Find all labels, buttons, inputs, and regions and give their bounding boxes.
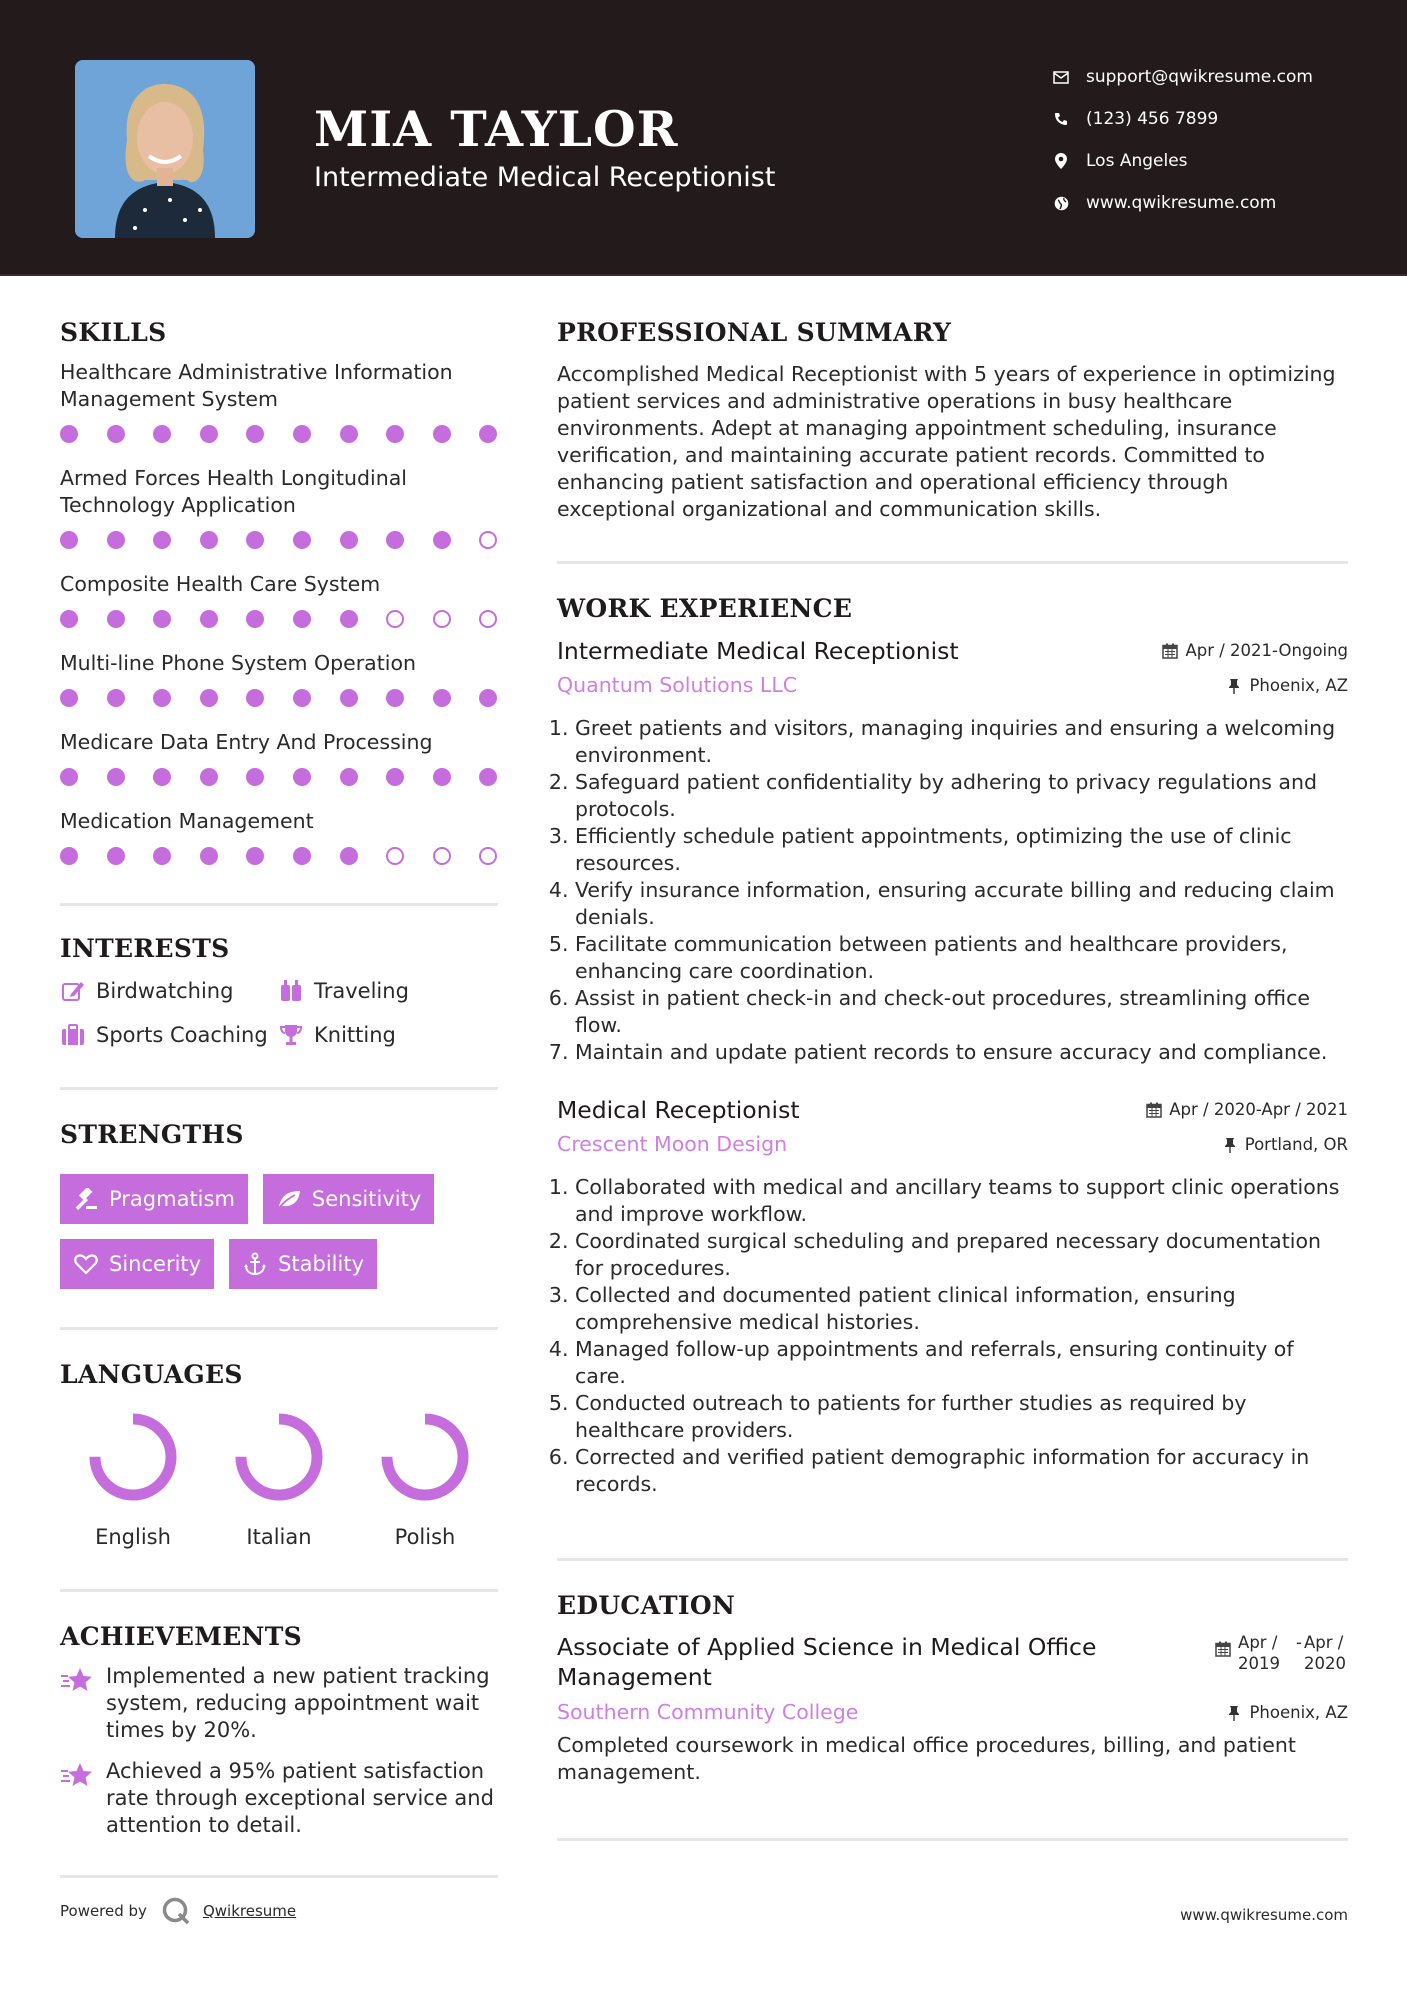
duty-item: 6. Assist in patient check-in and check-out procedures, streamlining office flow. [575, 985, 1348, 1039]
skill-name: Composite Health Care System [60, 572, 381, 596]
rating-dot-filled [153, 689, 171, 707]
rating-dot-filled [246, 531, 264, 549]
skill-item [60, 650, 498, 707]
job-location [1225, 676, 1348, 695]
qwikresume-logo-icon [161, 1896, 191, 1926]
rating-dot-filled [200, 768, 218, 786]
strength-tag [229, 1239, 377, 1289]
rating-dot-filled [340, 768, 358, 786]
duty-item: 4. Managed follow-up appointments and referrals, ensuring continuity of care. [575, 1336, 1348, 1390]
education-location-text: Phoenix, AZ [1249, 1703, 1348, 1722]
skills-heading: SKILLS [60, 318, 167, 347]
rating-dot-empty [433, 610, 451, 628]
skill-item [60, 359, 498, 443]
rating-dot-filled [200, 847, 218, 865]
duty-item: 3. Efficiently schedule patient appointments, optimizing the use of clinic resources. [575, 823, 1348, 877]
job-dates-text: Apr / 2020-Apr / 2021 [1169, 1100, 1348, 1119]
skill-rating [60, 531, 498, 549]
rating-dot-filled [433, 531, 451, 549]
leaf-icon [276, 1187, 302, 1211]
envelope-icon [1050, 66, 1072, 88]
rating-dot-filled [340, 425, 358, 443]
duty-item: 7. Maintain and update patient records to ensure accuracy and compliance. [575, 1039, 1348, 1066]
rating-dot-filled [107, 531, 125, 549]
contact-location-text: Los Angeles [1086, 151, 1188, 171]
rating-dot-filled [153, 768, 171, 786]
language-item [352, 1411, 498, 1549]
education-dates [1214, 1632, 1348, 1674]
calendar-icon [1161, 642, 1179, 660]
rating-dot-filled [107, 847, 125, 865]
star-icon [60, 1760, 94, 1790]
summary-heading: PROFESSIONAL SUMMARY [557, 318, 952, 347]
section-divider [60, 1087, 498, 1090]
section-divider [557, 561, 1348, 564]
rating-dot-filled [200, 689, 218, 707]
contact-email[interactable] [1050, 56, 1370, 98]
rating-dot-filled [433, 425, 451, 443]
school-name: Southern Community College [557, 1700, 859, 1724]
rating-dot-filled [246, 847, 264, 865]
footer-url[interactable]: www.qwikresume.com [1180, 1906, 1348, 1924]
education-location [1225, 1703, 1348, 1722]
interest-label: Birdwatching [96, 979, 234, 1003]
contact-website-text: www.qwikresume.com [1086, 193, 1277, 213]
achievements-section [60, 1622, 498, 1839]
rating-dot-filled [433, 689, 451, 707]
section-divider [60, 1589, 498, 1592]
duty-item: 5. Facilitate communication between patients and healthcare providers, enhancing care coordination. [575, 931, 1348, 985]
powered-by-text: Powered by [60, 1902, 147, 1920]
rating-dot-filled [293, 531, 311, 549]
rating-dot-filled [386, 689, 404, 707]
rating-dot-filled [153, 610, 171, 628]
contact-email-text: support@qwikresume.com [1086, 67, 1313, 87]
skill-rating [60, 689, 498, 707]
rating-dot-filled [200, 425, 218, 443]
languages-section [60, 1360, 498, 1549]
skill-name: Armed Forces Health Longitudinal Technology Application [60, 466, 407, 517]
skill-rating [60, 768, 498, 786]
rating-dot-filled [60, 847, 78, 865]
strength-label: Sincerity [109, 1252, 202, 1276]
section-divider [60, 903, 498, 906]
calendar-icon [1214, 1640, 1232, 1658]
rating-dot-filled [293, 768, 311, 786]
skill-rating [60, 610, 498, 628]
skill-name: Multi-line Phone System Operation [60, 651, 417, 675]
contact-location [1050, 140, 1370, 182]
language-label: English [95, 1525, 171, 1549]
rating-dot-empty [433, 847, 451, 865]
company-name: Quantum Solutions LLC [557, 673, 798, 697]
globe-icon [1050, 192, 1072, 214]
rating-dot-filled [479, 768, 497, 786]
contact-phone[interactable] [1050, 98, 1370, 140]
rating-dot-filled [433, 768, 451, 786]
rating-dot-filled [60, 768, 78, 786]
rating-dot-filled [246, 610, 264, 628]
skills-section [60, 318, 498, 865]
education-end: Apr / 2020 [1304, 1633, 1346, 1673]
languages-list [60, 1411, 498, 1549]
strength-tag [263, 1174, 434, 1224]
education-description: Completed coursework in medical office procedures, billing, and patient management. [557, 1733, 1296, 1784]
language-item [206, 1411, 352, 1549]
rating-dot-filled [293, 847, 311, 865]
duty-item: 4. Verify insurance information, ensuring accurate billing and reducing claim denials. [575, 877, 1348, 931]
language-label: Italian [246, 1525, 312, 1549]
strength-label: Pragmatism [109, 1187, 235, 1211]
interests-heading: INTERESTS [60, 934, 230, 963]
section-divider [60, 1327, 498, 1330]
interests-list [60, 979, 498, 1047]
strengths-section [60, 1120, 498, 1289]
achievement-item [60, 1663, 498, 1744]
education-heading: EDUCATION [557, 1591, 736, 1620]
rating-dot-filled [340, 531, 358, 549]
portrait-illustration [75, 60, 255, 238]
interest-item [278, 979, 498, 1003]
date-separator: - [1296, 1633, 1302, 1652]
rating-dot-filled [479, 425, 497, 443]
job-title: Medical Receptionist [557, 1096, 800, 1124]
candidate-title: Intermediate Medical Receptionist [314, 162, 776, 193]
job-header [557, 1096, 1348, 1124]
job-dates [1161, 641, 1348, 660]
strength-tag [60, 1239, 214, 1289]
gavel-icon [73, 1187, 99, 1211]
degree-title: Associate of Applied Science in Medical Office Management [557, 1633, 1097, 1691]
language-proficiency-ring [379, 1411, 471, 1503]
resume-header [0, 0, 1407, 276]
rating-dot-filled [340, 689, 358, 707]
rating-dot-empty [479, 531, 497, 549]
rating-dot-filled [386, 425, 404, 443]
language-label: Polish [394, 1525, 456, 1549]
skill-name: Healthcare Administrative Information Management System [60, 360, 453, 411]
skill-item [60, 729, 498, 786]
rating-dot-filled [293, 610, 311, 628]
skill-name: Medicare Data Entry And Processing [60, 730, 433, 754]
duty-item: 5. Conducted outreach to patients for further studies as required by healthcare providers. [575, 1390, 1348, 1444]
rating-dot-empty [479, 847, 497, 865]
experience-section [557, 594, 1348, 1498]
education-subheader [557, 1700, 1348, 1724]
rating-dot-filled [340, 847, 358, 865]
rating-dot-filled [107, 425, 125, 443]
achievement-text: Achieved a 95% patient satisfaction rate through exceptional service and attention to detail. [106, 1759, 494, 1837]
languages-heading: LANGUAGES [60, 1360, 243, 1389]
experience-heading: WORK EXPERIENCE [557, 594, 853, 623]
skill-rating [60, 425, 498, 443]
rating-dot-filled [153, 847, 171, 865]
job-dates [1145, 1100, 1348, 1119]
pushpin-icon [1221, 1136, 1239, 1154]
candidate-name: MIA TAYLOR [314, 100, 679, 158]
contact-website[interactable] [1050, 182, 1370, 224]
section-divider [557, 1838, 1348, 1841]
rating-dot-filled [107, 689, 125, 707]
profile-photo [75, 60, 255, 238]
job-location-text: Phoenix, AZ [1249, 676, 1348, 695]
skill-rating [60, 847, 498, 865]
strength-tag [60, 1174, 248, 1224]
calendar-icon [1145, 1101, 1163, 1119]
rating-dot-filled [107, 610, 125, 628]
rating-dot-filled [153, 531, 171, 549]
education-header [557, 1632, 1348, 1692]
interest-label: Traveling [314, 979, 409, 1003]
qwikresume-link[interactable]: Qwikresume [202, 1902, 297, 1920]
interest-item [60, 979, 278, 1003]
rating-dot-filled [386, 531, 404, 549]
summary-text: Accomplished Medical Receptionist with 5 years of experience in optimizing patient services and administrative operations in busy healthcare environments. Adept at managing appointment scheduling, insurance verification, and maintaining accurate patient records. Committed to enhancing patient satisfaction and operational efficiency through exceptional organizational and communication skills. [557, 362, 1336, 521]
duty-item: 3. Collected and documented patient clinical information, ensuring comprehensive medical histories. [575, 1282, 1348, 1336]
pushpin-icon [1225, 677, 1243, 695]
contact-phone-text: (123) 456 7899 [1086, 109, 1219, 129]
language-proficiency-ring [87, 1411, 179, 1503]
phone-icon [1050, 108, 1072, 130]
interest-label: Sports Coaching [96, 1023, 268, 1047]
interests-section [60, 934, 498, 1047]
map-marker-icon [1050, 150, 1072, 172]
rating-dot-empty [386, 847, 404, 865]
strengths-list [60, 1174, 498, 1289]
rating-dot-filled [60, 610, 78, 628]
duty-item: 1. Greet patients and visitors, managing inquiries and ensuring a welcoming environment. [575, 715, 1348, 769]
job-entry [557, 637, 1348, 1066]
anchor-icon [242, 1252, 268, 1276]
rating-dot-filled [107, 768, 125, 786]
rating-dot-filled [293, 425, 311, 443]
rating-dot-filled [246, 689, 264, 707]
skill-item [60, 465, 498, 549]
duty-item: 2. Safeguard patient confidentiality by adhering to privacy regulations and protocols. [575, 769, 1348, 823]
interest-label: Knitting [314, 1023, 396, 1047]
rating-dot-filled [60, 531, 78, 549]
summary-section [557, 318, 1348, 523]
rating-dot-empty [479, 610, 497, 628]
duty-item: 1. Collaborated with medical and ancillary teams to support clinic operations and improve workflow. [575, 1174, 1348, 1228]
language-item [60, 1411, 206, 1549]
rating-dot-empty [386, 610, 404, 628]
rating-dot-filled [293, 689, 311, 707]
rating-dot-filled [386, 768, 404, 786]
duty-item: 2. Coordinated surgical scheduling and prepared necessary documentation for procedures. [575, 1228, 1348, 1282]
rating-dot-filled [200, 531, 218, 549]
strengths-heading: STRENGTHS [60, 1120, 244, 1149]
skills-list [60, 359, 498, 865]
rating-dot-filled [153, 425, 171, 443]
job-duties [557, 1174, 1348, 1498]
interest-item [278, 1023, 498, 1047]
job-subheader [557, 1132, 1348, 1156]
job-subheader [557, 673, 1348, 697]
job-dates-text: Apr / 2021-Ongoing [1185, 641, 1348, 660]
strength-label: Stability [278, 1252, 365, 1276]
language-proficiency-arc [95, 1419, 171, 1495]
skill-name: Medication Management [60, 809, 314, 833]
language-proficiency-arc [241, 1419, 317, 1495]
pushpin-icon [1225, 1704, 1243, 1722]
job-duties [557, 715, 1348, 1066]
right-column [557, 318, 1348, 1841]
skill-item [60, 571, 498, 628]
job-location [1221, 1135, 1348, 1154]
strength-label: Sensitivity [311, 1187, 422, 1211]
interest-item [60, 1023, 278, 1047]
trophy-icon [278, 1023, 304, 1047]
education-start: Apr / 2019 [1238, 1633, 1281, 1673]
duty-item: 6. Corrected and verified patient demographic information for accuracy in records. [575, 1444, 1348, 1498]
pencil-icon [60, 979, 86, 1003]
achievements-heading: ACHIEVEMENTS [60, 1622, 302, 1651]
language-proficiency-ring [233, 1411, 325, 1503]
section-divider [557, 1558, 1348, 1561]
company-name: Crescent Moon Design [557, 1132, 788, 1156]
left-column [60, 318, 498, 1878]
suitcase-rolling-icon [278, 979, 304, 1003]
job-title: Intermediate Medical Receptionist [557, 637, 959, 665]
language-proficiency-arc [387, 1419, 463, 1495]
section-divider [60, 1875, 498, 1878]
job-entry [557, 1096, 1348, 1498]
briefcase-icon [60, 1023, 86, 1047]
rating-dot-filled [479, 689, 497, 707]
achievement-text: Implemented a new patient tracking system, reducing appointment wait times by 20%. [106, 1664, 490, 1742]
rating-dot-filled [200, 610, 218, 628]
rating-dot-filled [60, 425, 78, 443]
rating-dot-filled [246, 768, 264, 786]
rating-dot-filled [340, 610, 358, 628]
heart-icon [73, 1252, 99, 1276]
job-location-text: Portland, OR [1244, 1135, 1348, 1154]
contact-list [1050, 56, 1370, 224]
job-header [557, 637, 1348, 665]
footer-powered-by [60, 1896, 296, 1926]
rating-dot-filled [60, 689, 78, 707]
education-section [557, 1591, 1348, 1786]
star-icon [60, 1665, 94, 1695]
skill-item [60, 808, 498, 865]
rating-dot-filled [246, 425, 264, 443]
achievement-item [60, 1758, 498, 1839]
